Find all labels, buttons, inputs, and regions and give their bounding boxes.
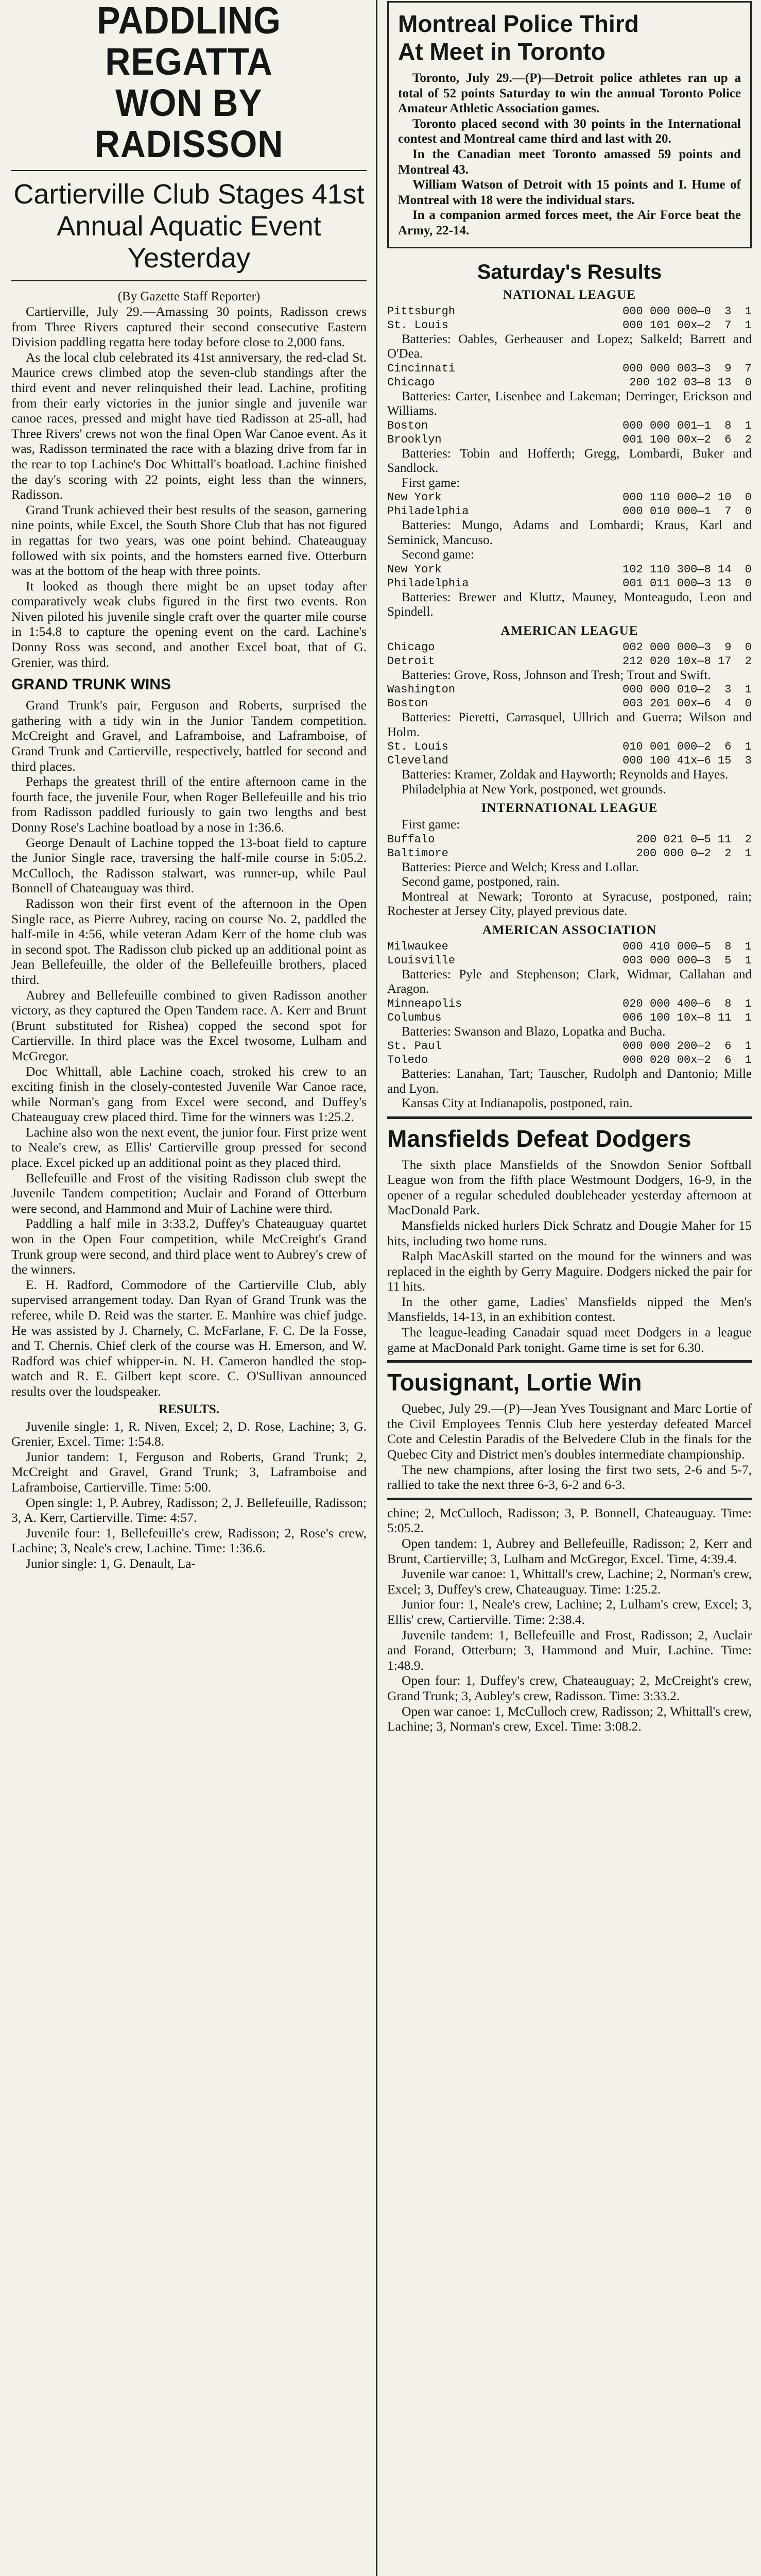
batteries-note: Batteries: Lanahan, Tart; Tauscher, Rudolph and Dantonio; Mille and Lyon.	[387, 1067, 752, 1096]
batteries-note: Batteries: Oables, Gerheauser and Lopez; Salkeld; Barrett and O'Dea.	[387, 332, 752, 361]
article-paragraph: Aubrey and Bellefeuille combined to given Radisson another victory, as they captured the Open Tandem race. A. Kerr and Brunt (Brunt substituted for Rishea) copped the second spot for Cartierville. In third place was the Excel twosome, Lulham and McGregor.	[11, 987, 367, 1063]
team-name: Chicago	[387, 640, 435, 654]
score-line	[387, 846, 752, 860]
linescore: 006 100 10x—8 11 1	[622, 1011, 752, 1024]
team-name: Columbus	[387, 1011, 442, 1024]
divider	[387, 1116, 752, 1119]
score-line	[387, 318, 752, 332]
mansfields-paragraph: Ralph MacAskill started on the mound for the winners and was replaced in the eighth by Gerry Maguire. Dodgers nicked the pair for 11 hits.	[387, 1248, 752, 1294]
team-name: St. Louis	[387, 318, 448, 332]
team-name: Cincinnati	[387, 362, 456, 375]
linescore: 000 110 000—2 10 0	[622, 491, 752, 504]
team-name: Louisville	[387, 954, 456, 967]
linescore: 212 020 10x—8 17 2	[622, 654, 752, 668]
right-column	[387, 0, 752, 2576]
saturday-results-heading: Saturday's Results	[477, 260, 662, 283]
linescore: 000 000 010—2 3 1	[622, 683, 752, 697]
score-line	[387, 997, 752, 1011]
team-name: Brooklyn	[387, 433, 442, 446]
mansfields-paragraph: The sixth place Mansfields of the Snowdon Senior Softball League won from the fifth place Westmount Dodgers, 16-9, in the opener of a regular scheduled doubleheader yesterday afternoon at MacDonald Park.	[387, 1157, 752, 1218]
team-name: Pittsburgh	[387, 304, 456, 318]
score-line	[387, 697, 752, 710]
score-line	[387, 433, 752, 447]
team-name: Detroit	[387, 654, 435, 668]
league-heading: AMERICAN LEAGUE	[500, 623, 638, 638]
team-name: St. Paul	[387, 1040, 442, 1053]
linescore: 001 100 00x—2 6 2	[622, 433, 752, 446]
result-line: Juvenile war canoe: 1, Whittall's crew, Lachine; 2, Norman's crew, Excel; 3, Duffey's crew, Chateauguay. Time: 1:25.2.	[387, 1566, 752, 1597]
police-paragraph: In the Canadian meet Toronto amassed 59 points and Montreal 43.	[398, 147, 741, 177]
score-line	[387, 754, 752, 768]
linescore: 003 000 000—3 5 1	[622, 954, 752, 967]
linescore: 000 410 000—5 8 1	[622, 940, 752, 953]
article-paragraph: Doc Whittall, able Lachine coach, stroked his crew to an exciting finish in the closely-contested Juvenile War Canoe race, while Norman's gang from Excel were second, and Duffey's Chateauguay crew placed third. Time for the winners was 1:25.2.	[11, 1063, 367, 1125]
result-line: Open tandem: 1, Aubrey and Bellefeuille, Radisson; 2, Kerr and Brunt, Cartierville; 3, Lulham and McGregor, Excel. Time, 4:39.4.	[387, 1536, 752, 1566]
team-name: Chicago	[387, 376, 435, 389]
team-name: Milwaukee	[387, 940, 448, 953]
team-name: Philadelphia	[387, 505, 469, 518]
article-paragraph: As the local club celebrated its 41st anniversary, the red-clad St. Maurice crews climbed atop the seven-club standings after the third event and never relinquished their lead. Lachine, profiting from their early victories in the junior single and juvenile war canoe races, pressed and might have tied Radisson at 25-all, had Three Rivers' crews not won the final Open War Canoe event. As it was, Radisson terminated the race with a blazing drive from far in the rear to top Lachine's Doc Whittall's boatload. Lachine finished the day's scoring with 22 points, eight less than the winners, Radisson.	[11, 349, 367, 502]
linescore: 102 110 300—8 14 0	[622, 563, 752, 576]
byline: (By Gazette Staff Reporter)	[117, 290, 261, 303]
linescore: 003 201 00x—6 4 0	[622, 697, 752, 710]
batteries-note: Batteries: Pieretti, Carrasquel, Ullrich and Guerra; Wilson and Holm.	[387, 710, 752, 739]
linescore: 000 000 003—3 9 7	[622, 362, 752, 375]
team-name: Boston	[387, 697, 428, 710]
linescore: 000 100 41x—6 15 3	[622, 754, 752, 768]
linescore: 200 102 03—8 13 0	[629, 376, 752, 389]
result-line: Junior tandem: 1, Ferguson and Roberts, Grand Trunk; 2, McCreight and Gravel, Grand Trunk; 3, Laframboise and Laframboise, Cartierville. Time: 5:00.	[11, 1449, 367, 1495]
linescore: 010 001 000—2 6 1	[622, 740, 752, 754]
mansfields-paragraph: In the other game, Ladies' Mansfields nipped the Men's Mansfields, 14-13, in an exhibition contest.	[387, 1294, 752, 1325]
batteries-note: Batteries: Pierce and Welch; Kress and Lollar.	[402, 860, 639, 874]
police-paragraph: In a companion armed forces meet, the Air Force beat the Army, 22-14.	[398, 208, 741, 238]
regatta-story	[11, 0, 367, 2576]
article-paragraph: Lachine also won the next event, the junior four. First prize went to Neale's crew, as Ellis' Cartierville group pressed for second place. Excel picked up an additional point as they placed third.	[11, 1124, 367, 1171]
batteries-note: Montreal at Newark; Toronto at Syracuse, postponed, rain; Rochester at Jersey City, played previous date.	[387, 889, 752, 919]
score-line	[387, 563, 752, 577]
batteries-note: Kansas City at Indianapolis, postponed, rain.	[402, 1096, 633, 1111]
article-paragraph: Cartierville, July 29.—Amassing 30 points, Radisson crews from Three Rivers captured their second consecutive Eastern Division paddling regatta here today before close to 2,000 fans.	[11, 304, 367, 350]
team-name: Toledo	[387, 1054, 428, 1067]
team-name: Baltimore	[387, 846, 448, 860]
game-label: Second game:	[402, 548, 474, 562]
tousignant-paragraph: The new champions, after losing the first two sets, 2-6 and 5-7, rallied to take the next three 6-3, 6-2 and 6-3.	[387, 1462, 752, 1493]
game-label: First game:	[402, 476, 460, 490]
linescore: 002 000 000—3 9 0	[622, 640, 752, 654]
international-league-scores	[387, 818, 752, 919]
subhead-line-2: Annual Aquatic Event	[57, 211, 321, 242]
team-name: Minneapolis	[387, 997, 462, 1010]
mansfields-paragraph: Mansfields nicked hurlers Dick Schratz and Dougie Maher for 15 hits, including two home runs.	[387, 1217, 752, 1248]
result-line: Open four: 1, Duffey's crew, Chateauguay; 2, McCreight's crew, Grand Trunk; 3, Aubley's crew, Radisson. Time: 3:33.2.	[387, 1673, 752, 1703]
score-line	[387, 833, 752, 846]
team-name: Washington	[387, 683, 456, 697]
linescore: 000 000 001—1 8 1	[622, 419, 752, 432]
league-heading: NATIONAL LEAGUE	[503, 287, 636, 302]
article-paragraph: Grand Trunk's pair, Ferguson and Roberts, surprised the gathering with a tidy win in the Junior Tandem competition. McCreight and Gravel, and Laframboise, and Laframboise, of Grand Trunk and Cartierville, respectively, battled for second and third places.	[11, 698, 367, 774]
result-line: Juvenile tandem: 1, Bellefeuille and Frost, Radisson; 2, Auclair and Forand, Otterburn; 3, Hammond and Muir, Lachine. Time: 1:48.9.	[387, 1627, 752, 1673]
article-paragraph: Grand Trunk achieved their best results of the season, garnering nine points, while Excel, the South Shore Club that has not figured in regattas for two years, was one point behind. Chateauguay followed with six points, and the homsters earned five. Otterburn was at the bottom of the heap with three points.	[11, 502, 367, 579]
score-line	[387, 640, 752, 654]
mansfields-paragraph: The league-leading Canadair squad meet Dodgers in a league game at MacDonald Park tonight. Game time is set for 6.30.	[387, 1325, 752, 1355]
article-paragraph: It looked as though there might be an upset today after comparatively weak clubs figured in the first two events. Ron Niven piloted his juvenile single craft over the quarter mile course in 1:54.8 to capture the opening event on the card. Lachine's Donny Ross was second, and another Excel boat, that of G. Grenier, was third.	[11, 578, 367, 670]
results-heading: RESULTS.	[159, 1402, 219, 1416]
batteries-note: Batteries: Swanson and Blazo, Lopatka and Bucha.	[402, 1024, 666, 1039]
score-line	[387, 940, 752, 954]
score-line	[387, 683, 752, 697]
police-meet-box	[387, 1, 752, 248]
regatta-headline-line-1: PADDLING REGATTA	[97, 0, 281, 83]
regatta-headline-line-2: WON BY RADISSON	[94, 81, 284, 165]
article-paragraph: Perhaps the greatest thrill of the entire afternoon came in the fourth face, the juvenile Four, when Roger Bellefeuille and his trio from Radisson paddled furiously to gain two lengths and best Donny Rose's Lachine boatload by a nose in 1:36.6.	[11, 774, 367, 835]
batteries-note: Batteries: Carter, Lisenbee and Lakeman; Derringer, Erickson and Williams.	[387, 389, 752, 418]
team-name: Philadelphia	[387, 577, 469, 590]
result-line: Junior single: 1, G. Denault, La-	[26, 1555, 196, 1571]
police-paragraph: Toronto, July 29.—(P)—Detroit police athletes ran up a total of 52 points Saturday to win the annual Toronto Police Amateur Athletic Association games.	[398, 71, 741, 116]
tousignant-paragraph: Quebec, July 29.—(P)—Jean Yves Tousignant and Marc Lortie of the Civil Employees Tennis Club here yesterday defeated Marcel Cote and Celestin Paradis of the Belvedere Club in the finals for the Quebec City and District men's doubles intermediate championship.	[387, 1401, 752, 1462]
american-league-scores	[387, 640, 752, 798]
mansfields-headline: Mansfields Defeat Dodgers	[387, 1125, 691, 1152]
article-paragraph: Bellefeuille and Frost of the visiting Radisson club swept the Juvenile Tandem competition; Auclair and Forand of Otterburn were second, and Hammond and Muir of Lachine were third.	[11, 1170, 367, 1216]
score-line	[387, 954, 752, 968]
divider	[387, 1360, 752, 1363]
subhead-line-3: Yesterday	[127, 243, 251, 274]
team-name: Boston	[387, 419, 428, 432]
score-line	[387, 419, 752, 433]
linescore: 000 101 00x—2 7 1	[622, 318, 752, 332]
team-name: New York	[387, 563, 442, 576]
column-rule	[376, 0, 377, 2576]
score-line	[387, 490, 752, 504]
batteries-note: Batteries: Mungo, Adams and Lombardi; Kraus, Karl and Seminick, Mancuso.	[387, 518, 752, 547]
linescore: 000 020 00x—2 6 1	[622, 1054, 752, 1067]
article-paragraph: E. H. Radford, Commodore of the Cartierville Club, ably supervised arrangement today. Dan Ryan of Grand Trunk was the referee, while D. Reid was the starter. E. Manhire was chief judge. He was assisted by J. Charnely, C. McFarlane, F. C. De la Fosse, and T. Chernis. Chief clerk of the course was H. Emerson, and W. Radford was chief whipper-in. N. H. Cameron handled the stop-watch and R. E. Gilbert kept score. C. O'Sullivan announced results over the loudspeaker.	[11, 1277, 367, 1399]
score-line	[387, 304, 752, 318]
result-line: Open war canoe: 1, McCulloch crew, Radisson; 2, Whittall's crew, Lachine; 3, Norman's crew, Excel. Time: 3:08.2.	[387, 1703, 752, 1734]
result-line: Junior four: 1, Neale's crew, Lachine; 2, Lulham's crew, Excel; 3, Ellis' crew, Cartierville. Time: 2:38.4.	[387, 1597, 752, 1627]
subhead-line-1: Cartierville Club Stages 41st	[13, 179, 365, 210]
batteries-note: Batteries: Pyle and Stephenson; Clark, Widmar, Callahan and Aragon.	[387, 967, 752, 996]
result-line: Juvenile single: 1, R. Niven, Excel; 2, D. Rose, Lachine; 3, G. Grenier, Excel. Time: 1:54.8.	[11, 1418, 367, 1449]
result-line: Juvenile four: 1, Bellefeuille's crew, Radisson; 2, Rose's crew, Lachine; 3, Neale's crew, Lachine. Time: 1:36.6.	[11, 1525, 367, 1556]
national-league-scores	[387, 304, 752, 620]
score-line	[387, 654, 752, 668]
game-label: First game:	[402, 818, 460, 832]
regatta-subhead	[11, 178, 367, 274]
linescore: 000 000 000—0 3 1	[622, 304, 752, 318]
team-name: New York	[387, 491, 442, 504]
score-line	[387, 577, 752, 590]
result-line: Open single: 1, P. Aubrey, Radisson; 2, J. Bellefeuille, Radisson; 3, A. Kerr, Cartierville. Time: 4:57.	[11, 1495, 367, 1526]
police-paragraph: Toronto placed second with 30 points in the International contest and Montreal came third and last with 20.	[398, 116, 741, 146]
result-line: chine; 2, McCulloch, Radisson; 3, P. Bonnell, Chateauguay. Time: 5:05.2.	[387, 1505, 752, 1536]
league-heading: AMERICAN ASSOCIATION	[482, 923, 657, 937]
league-heading: INTERNATIONAL LEAGUE	[481, 801, 658, 816]
police-headline-line-1: Montreal Police Third	[398, 10, 639, 37]
score-line	[387, 504, 752, 518]
score-line	[387, 376, 752, 389]
divider	[11, 280, 367, 281]
score-line	[387, 1053, 752, 1067]
police-paragraph: William Watson of Detroit with 15 points and I. Hume of Montreal with 18 were the individual stars.	[398, 178, 741, 207]
police-headline-line-2: At Meet in Toronto	[398, 38, 606, 65]
american-association-scores	[387, 940, 752, 1111]
linescore: 001 011 000—3 13 0	[622, 577, 752, 590]
linescore: 000 000 200—2 6 1	[622, 1040, 752, 1053]
score-line	[387, 1011, 752, 1025]
batteries-note: Batteries: Brewer and Kluttz, Mauney, Monteagudo, Leon and Spindell.	[387, 590, 752, 619]
linescore: 000 010 000—1 7 0	[622, 505, 752, 518]
divider	[387, 1498, 752, 1500]
article-paragraph: Paddling a half mile in 3:33.2, Duffey's Chateauguay quartet won in the Open Four competition, while McCreight's Grand Trunk group were second, and third place went to Aubrey's crew of the winners.	[11, 1216, 367, 1277]
section-heading: GRAND TRUNK WINS	[11, 676, 171, 693]
batteries-note: Philadelphia at New York, postponed, wet grounds.	[402, 782, 666, 796]
batteries-note: Batteries: Tobin and Hofferth; Gregg, Lombardi, Buker and Sandlock.	[387, 446, 752, 476]
score-line	[387, 740, 752, 754]
batteries-note: Batteries: Kramer, Zoldak and Hayworth; Reynolds and Hayes.	[402, 768, 729, 782]
linescore: 200 000 0—2 2 1	[636, 846, 752, 860]
police-meet-headline	[398, 10, 741, 65]
score-line	[387, 362, 752, 376]
score-line	[387, 1039, 752, 1053]
team-name: Cleveland	[387, 754, 448, 768]
divider	[11, 170, 367, 171]
team-name: Buffalo	[387, 833, 435, 846]
batteries-note: Batteries: Grove, Ross, Johnson and Tresh; Trout and Swift.	[402, 668, 711, 682]
tousignant-headline: Tousignant, Lortie Win	[387, 1369, 642, 1396]
batteries-note: Second game, postponed, rain.	[402, 875, 560, 889]
article-paragraph: George Denault of Lachine topped the 13-boat field to capture the Junior Single race, traversing the half-mile course in 5:05.2. McCulloch, the Radisson stalwart, was runner-up, while Paul Bonnell of Chateauguay was third.	[11, 835, 367, 896]
linescore: 020 000 400—6 8 1	[622, 997, 752, 1010]
article-paragraph: Radisson won their first event of the afternoon in the Open Single race, as Pierre Aubrey, racing on course No. 2, paddled the half-mile in 4:56, while veteran Adam Kerr of the home club was in second spot. The Radisson club picked up an additional point as Jean Bellefeuille, the older of the Bellefeuille brothers, placed third.	[11, 895, 367, 987]
team-name: St. Louis	[387, 740, 448, 754]
linescore: 200 021 0—5 11 2	[636, 833, 752, 846]
